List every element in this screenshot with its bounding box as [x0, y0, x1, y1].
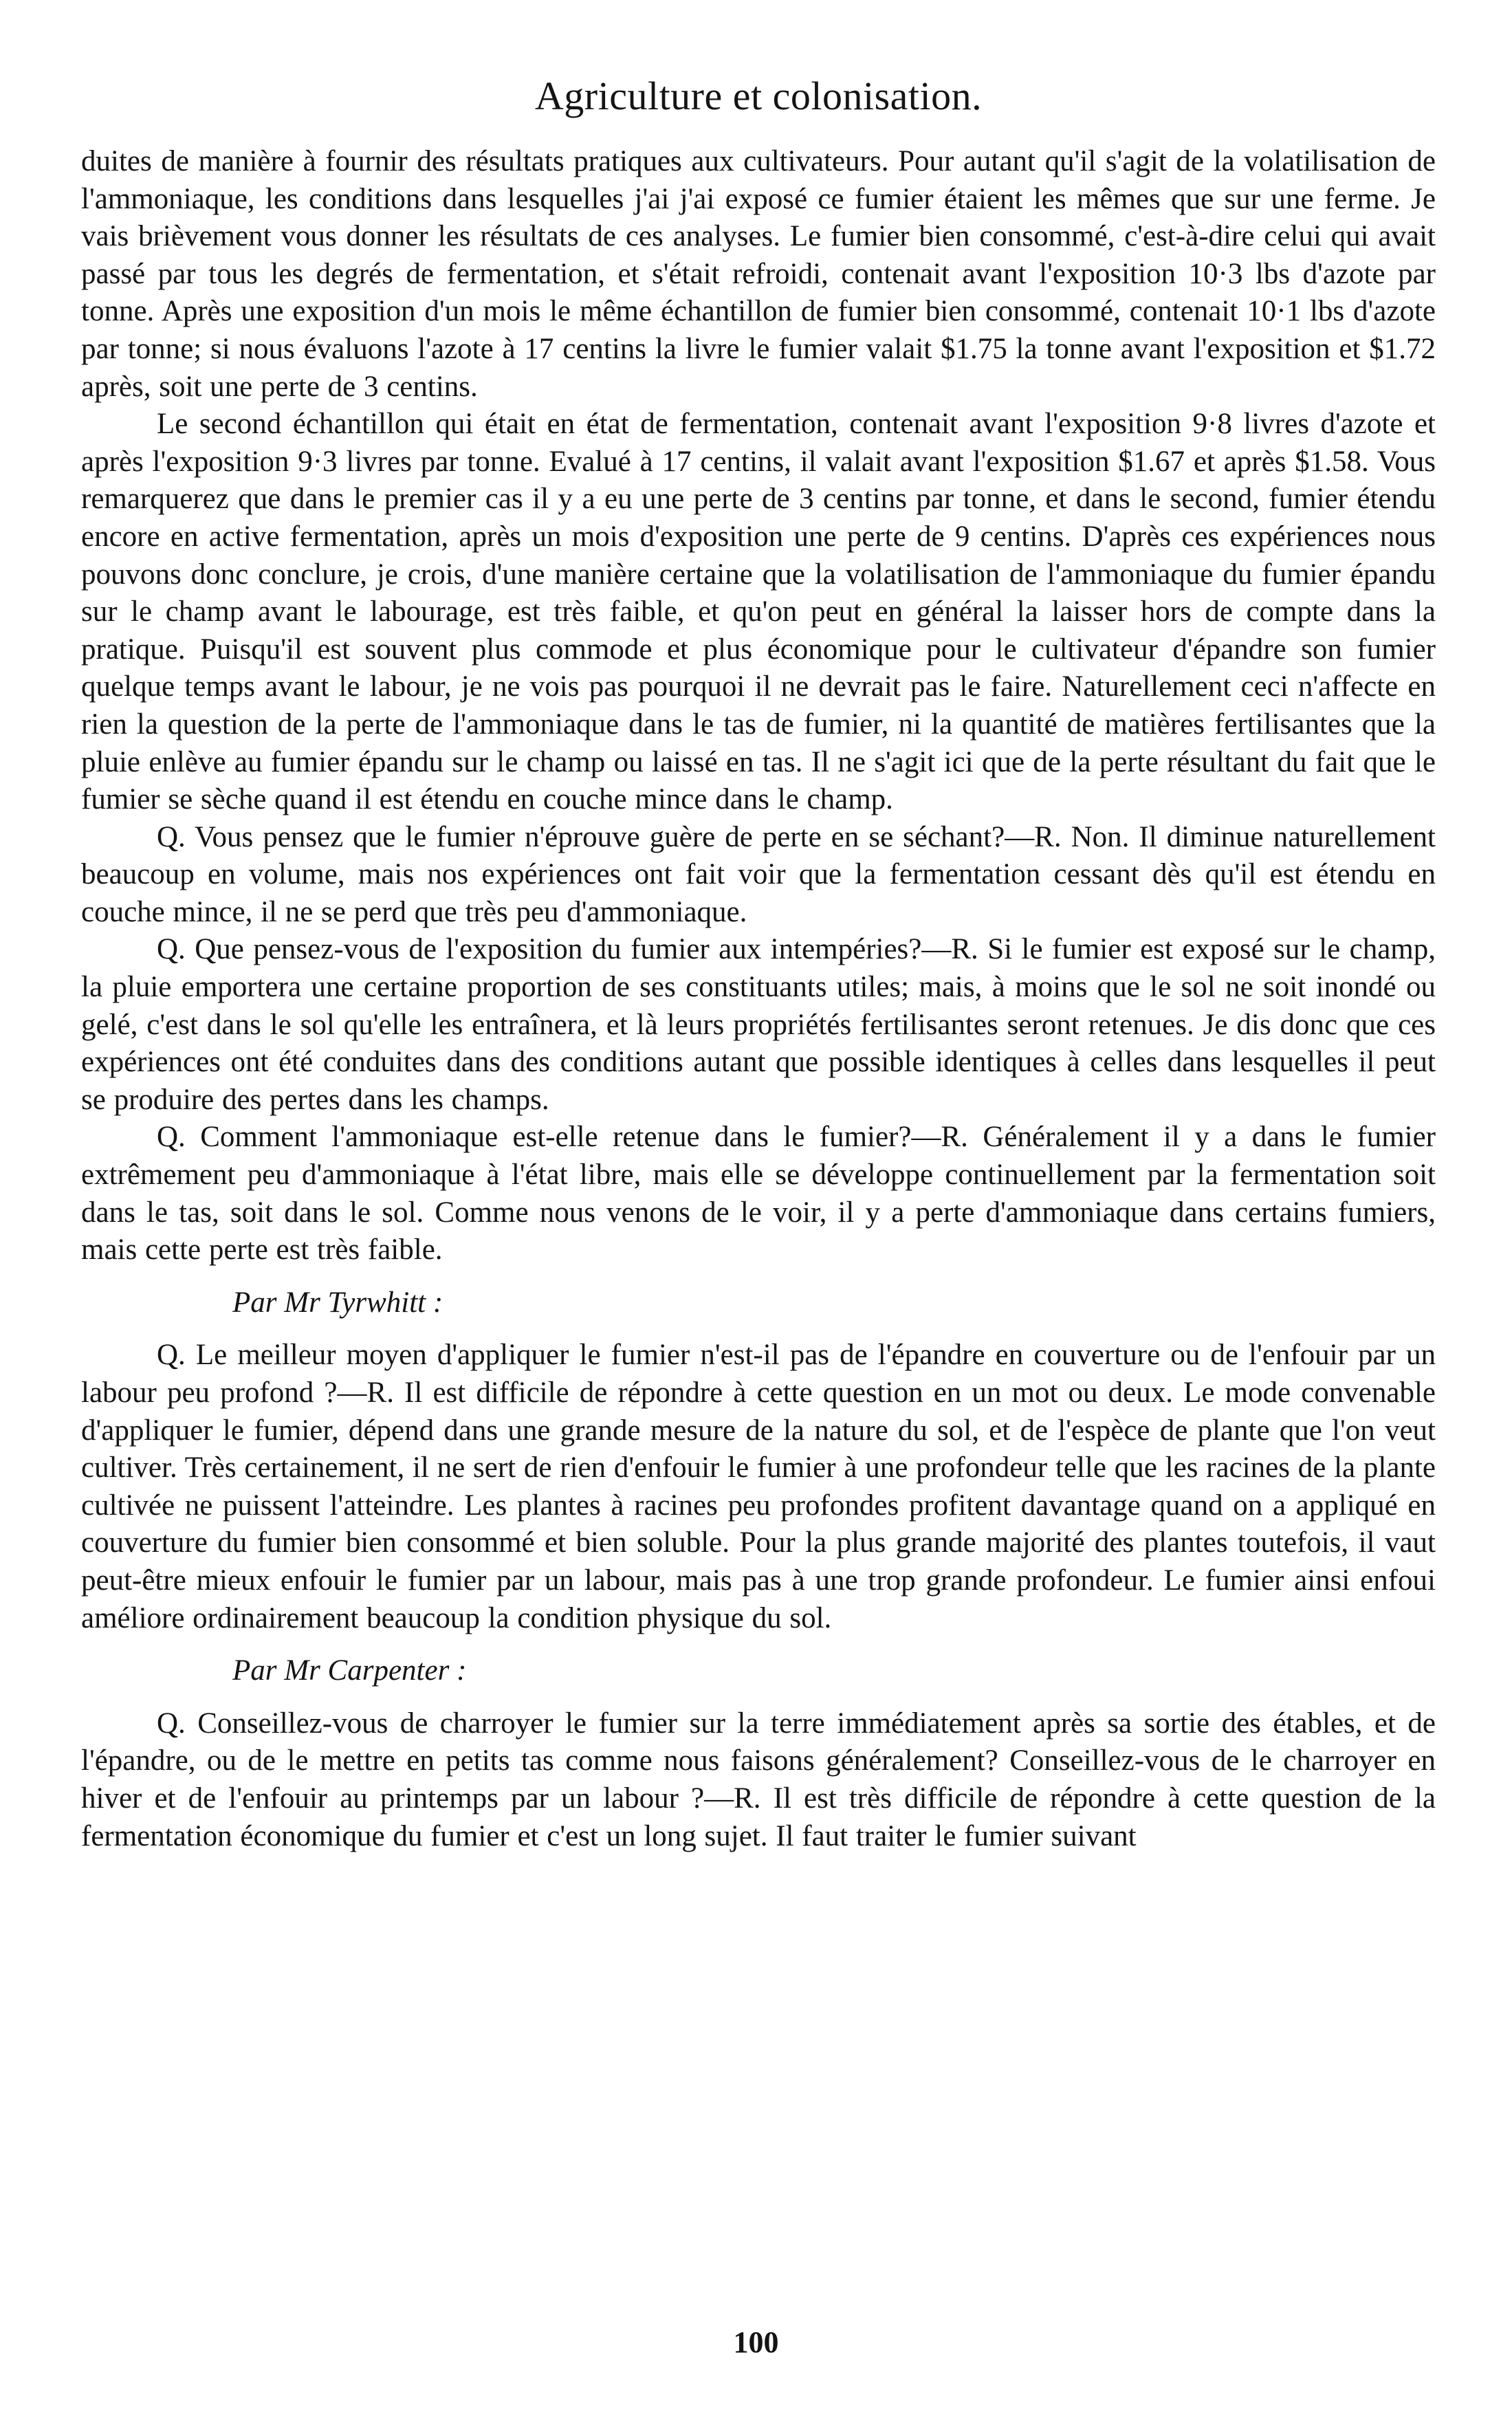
section-heading-tyrwhitt: Par Mr Tyrwhitt :	[232, 1286, 443, 1319]
section-heading-carpenter: Par Mr Carpenter :	[232, 1654, 467, 1687]
running-head: Agriculture et colonisation.	[534, 74, 983, 118]
paragraph-tyrwhitt: Q. Le meilleur moyen d'appliquer le fumier n'est-il pas de l'épandre en couverture ou de l'enfouir par un labour peu profond ?—R. Il est difficile de répondre à cette question en un mot ou deux. Le mode convenable d'appliquer le fumier, dépend dans une grande mesure de la nature du sol, et de l'espèce de plante que l'on veut cultiver. Très certainement, il ne sert de rien d'enfouir le fumier à une profondeur telle que les racines de la plante cultivée ne puissent l'atteindre. Les plantes à racines peu profondes profitent davantage quand on a appliqué en couverture du fumier bien consommé et bien soluble. Pour la plus grande majorité des plantes toutefois, il vaut peut-être mieux enfouir le fumier par un labour, mais pas à une trop grande profondeur. Le fumier ainsi enfoui améliore ordinairement beaucoup la condition physique du sol.	[81, 1339, 1436, 1634]
paragraph-second-sample: Le second échantillon qui était en état de fermentation, contenait avant l'exposition 9·8 livres d'azote et après l'exposition 9·3 livres par tonne. Evalué à 17 centins, il valait avant l'exposition $1.67 et après $1.58. Vous remarquerez que dans le premier cas il y a eu une perte de 3 centins par tonne, et dans le second, fumier étendu encore en active fermentation, après un mois d'exposition une perte de 9 centins. D'après ces expériences nous pouvons donc conclure, je crois, d'une manière certaine que la volatilisation de l'ammoniaque du fumier épandu sur le champ avant le labourage, est très faible, et qu'on peut en général la laisser hors de compte dans la pratique. Puisqu'il est souvent plus commode et plus économique pour le cultivateur d'épandre son fumier quelque temps avant le labour, je ne vois pas pourquoi il ne devrait pas le faire. Naturellement ceci n'affecte en rien la question de la perte de l'ammoniaque dans le tas de fumier, ni la quantité de matières fertilisantes que la pluie enlève au fumier épandu sur le champ ou laissé en tas. Il ne s'agit ici que de la perte résultant du fait que le fumier se sèche quand il est étendu en couche mince dans le champ.	[81, 408, 1436, 816]
paragraph-carpenter: Q. Conseillez-vous de charroyer le fumier sur la terre immédiatement après sa sortie des étables, et de l'épandre, ou de le mettre en petits tas comme nous faisons généralement? Conseillez-vous de le charroyer en hiver et de l'enfouir au printemps par un labour ?—R. Il est très difficile de répondre à cette question de la fermentation économique du fumier et c'est un long sujet. Il faut traiter le fumier suivant	[81, 1707, 1436, 1852]
paragraph-question-drying: Q. Vous pensez que le fumier n'éprouve guère de perte en se séchant?—R. Non. Il diminue naturellement beaucoup en volume, mais nos expériences ont fait voir que la fermentation cessant dès qu'il est étendu en couche mince, il ne se perd que très peu d'ammoniaque.	[81, 820, 1436, 928]
paragraph-question-retention: Q. Comment l'ammoniaque est-elle retenue dans le fumier?—R. Généralement il y a dans le fumier extrêmement peu d'ammoniaque à l'état libre, mais elle se développe continuellement par la fermentation soit dans le tas, soit dans le sol. Comme nous venons de le voir, il y a perte d'ammoniaque dans certains fumiers, mais cette perte est très faible.	[81, 1121, 1436, 1267]
paragraph-continuation: duites de manière à fournir des résultats pratiques aux cultivateurs. Pour autant qu'il s'agit de la volatilisation de l'ammoniaque, les conditions dans lesquelles j'ai j'ai exposé ce fumier étaient les mêmes que sur une ferme. Je vais brièvement vous donner les résultats de ces analyses. Le fumier bien consommé, c'est-à-dire celui qui avait passé par tous les degrés de fermentation, et s'était refroidi, contenait avant l'exposition 10·3 lbs d'azote par tonne. Après une exposition d'un mois le même échantillon de fumier bien consommé, contenait 10·1 lbs d'azote par tonne; si nous évaluons l'azote à 17 centins la livre le fumier valait $1.75 la tonne avant l'exposition et $1.72 après, soit une perte de 3 centins.	[81, 145, 1436, 403]
document-page	[81, 69, 1436, 2407]
paragraph-question-weather: Q. Que pensez-vous de l'exposition du fumier aux intempéries?—R. Si le fumier est exposé sur le champ, la pluie emportera une certaine proportion de ses constituants utiles; mais, à moins que le sol ne soit inondé ou gelé, c'est dans le sol qu'elle les entraînera, et là leurs propriétés fertilisantes seront retenues. Je dis donc que ces expériences ont été conduites dans des conditions autant que possible identiques à celles dans lesquelles il peut se produire des pertes dans les champs.	[81, 933, 1436, 1116]
page-number: 100	[733, 2325, 779, 2359]
